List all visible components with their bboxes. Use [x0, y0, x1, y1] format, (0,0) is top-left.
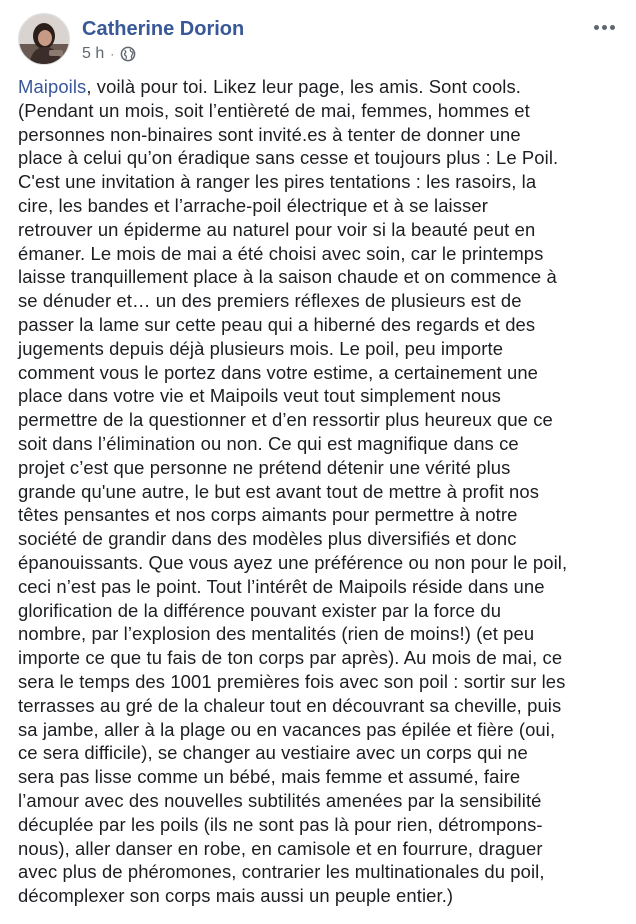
maipoils-link[interactable]: Maipoils: [18, 76, 87, 97]
post-text-line: sera pas lisse comme un bébé, mais femme et assumé, faire: [18, 766, 521, 788]
post-text-line: ce sera difficile), se changer au vestiaire avec un corps qui ne: [18, 742, 528, 764]
post-text-line: importe ce que tu fais de ton corps par après). Au mois de mai, ce: [18, 647, 563, 669]
post-meta: [82, 45, 136, 63]
post-text-line: sa jambe, aller à la plage ou en vacances pas épilée et fière (oui,: [18, 718, 556, 740]
post-text-line: comment vous le portez dans votre estime, a certainement une: [18, 361, 539, 383]
post-text-line: (Pendant un mois, soit l’entièreté de mai, femmes, hommes et: [18, 99, 530, 121]
post-text-line: C'est une invitation à ranger les pires tentations : les rasoirs, la: [18, 171, 537, 193]
post-text-line: passer la lame sur cette peau qui a hiberné des regards et des: [18, 313, 536, 335]
post-text-line: société de grandir dans des modèles plus diversifiés et donc: [18, 528, 517, 550]
post-text-line: ceci n’est pas le point. Tout l’intérêt de Maipoils réside dans une: [18, 575, 545, 597]
post-text-line: cire, les bandes et l’arrache-poil électrique et à se laisser: [18, 194, 488, 216]
post-text-line: émaner. Le mois de mai a été choisi avec soin, car le printemps: [18, 242, 544, 264]
post-text-line: projet c’est que personne ne prétend détenir une vérité plus: [18, 456, 511, 478]
avatar[interactable]: [18, 13, 70, 65]
post-text-line: nous), aller danser en robe, en camisole et en fourrure, draguer: [18, 837, 543, 859]
post-text: [18, 75, 622, 908]
post-text-line: soit dans l’élimination ou non. Ce qui est magnifique dans ce: [18, 432, 519, 454]
post-text-line: têtes pensantes et nos corps aimants pour permettre à notre: [18, 504, 518, 526]
post-text-line: décomplexer son corps mais aussi un peuple entier.): [18, 885, 454, 907]
post-text-line: grande qu'une autre, le but est avant tout de mettre à profit nos: [18, 480, 540, 502]
author-name[interactable]: Catherine Dorion: [82, 18, 245, 40]
post-text-line: sera le temps des 1001 premières fois avec son poil : sortir sur les: [18, 670, 566, 692]
post-text-line: place dans votre vie et Maipoils veut tout simplement nous: [18, 385, 501, 407]
post-text-line: retrouver un épiderme au naturel pour voir si la beauté peut en: [18, 218, 536, 240]
post-text-line: place à celui qu’on éradique sans cesse et toujours plus : Le Poil.: [18, 147, 559, 169]
post-text-line: personnes non-binaires sont invité.es à tenter de donner une: [18, 123, 521, 145]
meta-separator: ·: [110, 47, 115, 61]
post-text-line: glorification de la différence pouvant exister par la force du: [18, 599, 502, 621]
more-horizontal-icon: [594, 25, 615, 30]
more-options-button[interactable]: [590, 13, 618, 41]
post-text-line: terrasses au gré de la chaleur tout en découvrant sa cheville, puis: [18, 694, 562, 716]
post-text-line: laisse tranquillement place à la saison chaude et on commence à: [18, 266, 557, 288]
post-timestamp[interactable]: 5 h: [82, 45, 105, 62]
post-text-line: jugements depuis déjà plusieurs mois. Le poil, peu importe: [18, 337, 504, 359]
post-text-line: nombre, par l’explosion des mentalités (rien de moins!) (et peu: [18, 623, 535, 645]
globe-icon[interactable]: [120, 46, 136, 62]
post-text-line: se dénuder et… un des premiers réflexes de plusieurs est de: [18, 290, 522, 312]
avatar-image: [19, 14, 70, 65]
post-text-line: avec plus de phéromones, contrarier les multinationales du poil,: [18, 861, 545, 883]
post-text-line: décuplée par les poils (ils ne sont pas là pour rien, détrompons-: [18, 813, 543, 835]
post-text-line: épanouissants. Que vous ayez une préférence ou non pour le poil,: [18, 551, 568, 573]
post-text-line: l’amour avec des nouvelles subtilités amenées par la sensibilité: [18, 789, 542, 811]
post-text-line: Maipoils, voilà pour toi. Likez leur page, les amis. Sont cools.: [18, 76, 522, 97]
post-header: [18, 13, 618, 69]
post-text-line: permettre de la questionner et d’en ressortir plus heureux que ce: [18, 409, 553, 431]
